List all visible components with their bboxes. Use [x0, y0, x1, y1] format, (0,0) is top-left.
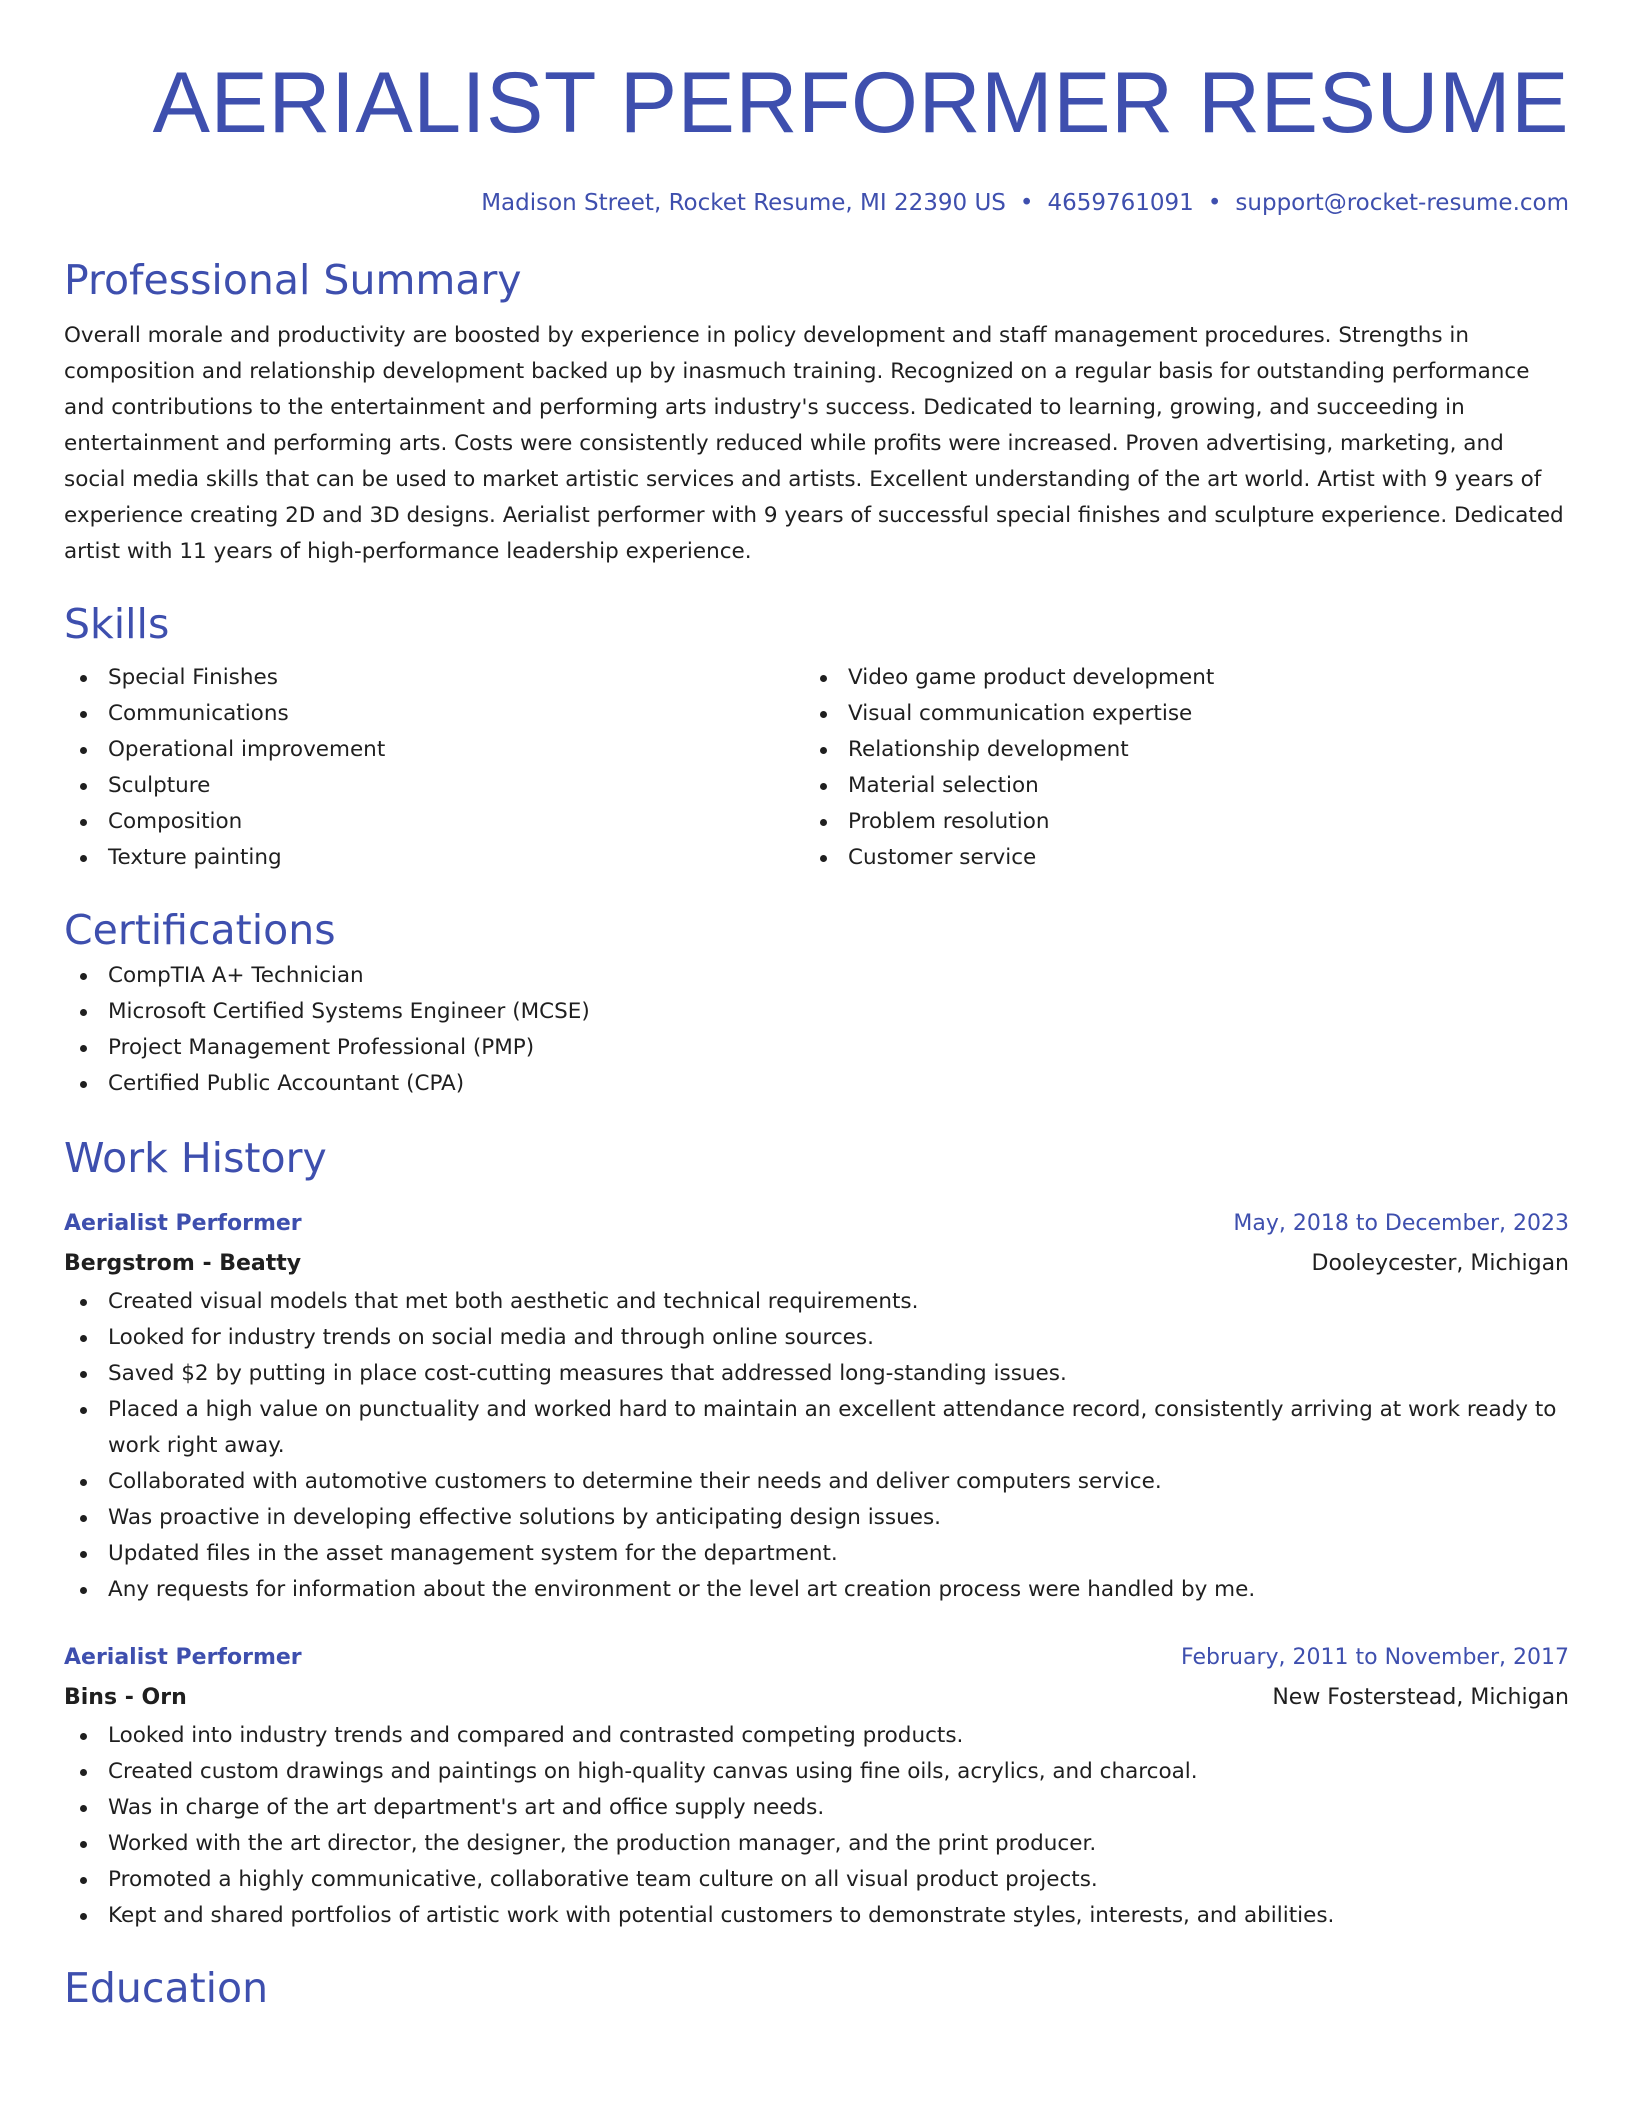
work-history-heading: Work History	[64, 1134, 327, 1182]
job-bullet: Placed a high value on punctuality and worked hard to maintain an excellent attendance record, consistently arriving at work ready to work right away.	[64, 1392, 1569, 1464]
job-bullet: Created custom drawings and paintings on high-quality canvas using fine oils, acrylics, and charcoal.	[64, 1754, 1569, 1790]
job-bullet: Promoted a highly communicative, collaborative team culture on all visual product projects.	[64, 1862, 1569, 1898]
certification-item: CompTIA A+ Technician	[64, 958, 1569, 994]
summary-heading: Professional Summary	[64, 256, 522, 304]
job-company: Bins - Orn	[64, 1685, 187, 1710]
job-bullet: Was in charge of the art department's art and office supply needs.	[64, 1790, 1569, 1826]
contact-address: Madison Street, Rocket Resume, MI 22390 US	[481, 190, 1006, 216]
contact-separator: •	[1207, 190, 1222, 216]
skill-item: Visual communication expertise	[804, 696, 1544, 732]
skill-item: Video game product development	[804, 660, 1544, 696]
contact-separator: •	[1019, 190, 1034, 216]
skills-heading: Skills	[64, 600, 170, 648]
job-entry	[64, 1638, 1569, 1934]
skill-item: Communications	[64, 696, 804, 732]
resume-title: AERIALIST PERFORMER RESUME	[152, 55, 1569, 151]
job-company-row	[64, 1678, 1569, 1718]
job-bullet: Collaborated with automotive customers to determine their needs and deliver computers service.	[64, 1464, 1569, 1500]
skills-list-left	[64, 660, 804, 876]
skill-item: Customer service	[804, 840, 1544, 876]
skill-item: Special Finishes	[64, 660, 804, 696]
job-bullet: Any requests for information about the environment or the level art creation process were handled by me.	[64, 1572, 1569, 1608]
skill-item: Texture painting	[64, 840, 804, 876]
contact-line	[64, 186, 1569, 220]
job-bullet: Created visual models that met both aesthetic and technical requirements.	[64, 1284, 1569, 1320]
job-bullet: Updated files in the asset management system for the department.	[64, 1536, 1569, 1572]
job-dates: February, 2011 to November, 2017	[1181, 1645, 1569, 1670]
skill-item: Composition	[64, 804, 804, 840]
certification-item: Certified Public Accountant (CPA)	[64, 1066, 1569, 1102]
certification-item: Microsoft Certified Systems Engineer (MCSE)	[64, 994, 1569, 1030]
job-bullet: Saved $2 by putting in place cost-cutting measures that addressed long-standing issues.	[64, 1356, 1569, 1392]
contact-phone[interactable]: 4659761091	[1047, 190, 1194, 216]
job-bullet: Looked for industry trends on social media and through online sources.	[64, 1320, 1569, 1356]
certification-item: Project Management Professional (PMP)	[64, 1030, 1569, 1066]
skill-item: Sculpture	[64, 768, 804, 804]
certifications-heading: Certifications	[64, 906, 336, 954]
job-dates: May, 2018 to December, 2023	[1233, 1211, 1569, 1236]
certifications-list	[64, 958, 1569, 1102]
skills-list-right	[804, 660, 1544, 876]
skill-item: Problem resolution	[804, 804, 1544, 840]
job-bullet: Kept and shared portfolios of artistic work with potential customers to demonstrate styles, interests, and abilities.	[64, 1898, 1569, 1934]
education-heading: Education	[64, 1964, 269, 2012]
job-location: New Fosterstead, Michigan	[1272, 1685, 1569, 1710]
job-header-row	[64, 1204, 1569, 1244]
job-role: Aerialist Performer	[64, 1211, 302, 1236]
job-bullets	[64, 1718, 1569, 1934]
job-bullet: Worked with the art director, the designer, the production manager, and the print producer.	[64, 1826, 1569, 1862]
skill-item: Relationship development	[804, 732, 1544, 768]
job-bullet: Looked into industry trends and compared and contrasted competing products.	[64, 1718, 1569, 1754]
job-location: Dooleycester, Michigan	[1311, 1251, 1569, 1276]
job-bullets	[64, 1284, 1569, 1608]
job-header-row	[64, 1638, 1569, 1678]
skills-grid	[64, 660, 1569, 876]
job-company: Bergstrom - Beatty	[64, 1251, 302, 1276]
skill-item: Material selection	[804, 768, 1544, 804]
job-bullet: Was proactive in developing effective solutions by anticipating design issues.	[64, 1500, 1569, 1536]
skill-item: Operational improvement	[64, 732, 804, 768]
job-role: Aerialist Performer	[64, 1645, 302, 1670]
contact-email[interactable]: support@rocket-resume.com	[1235, 190, 1569, 216]
summary-text: Overall morale and productivity are boosted by experience in policy development and staff management procedures. Strengths in composition and relationship development backed up by inasmuch training. Recognized on a regular basis for outstanding performance and contributions to the entertainment and performing arts industry's success. Dedicated to learning, growing, and succeeding in entertainment and performing arts. Costs were consistently reduced while profits were increased. Proven advertising, marketing, and social media skills that can be used to market artistic services and artists. Excellent understanding of the art world. Artist with 9 years of experience creating 2D and 3D designs. Aerialist performer with 9 years of successful special finishes and sculpture experience. Dedicated artist with 11 years of high-performance leadership experience.	[64, 323, 1564, 564]
job-company-row	[64, 1244, 1569, 1284]
job-entry	[64, 1204, 1569, 1608]
